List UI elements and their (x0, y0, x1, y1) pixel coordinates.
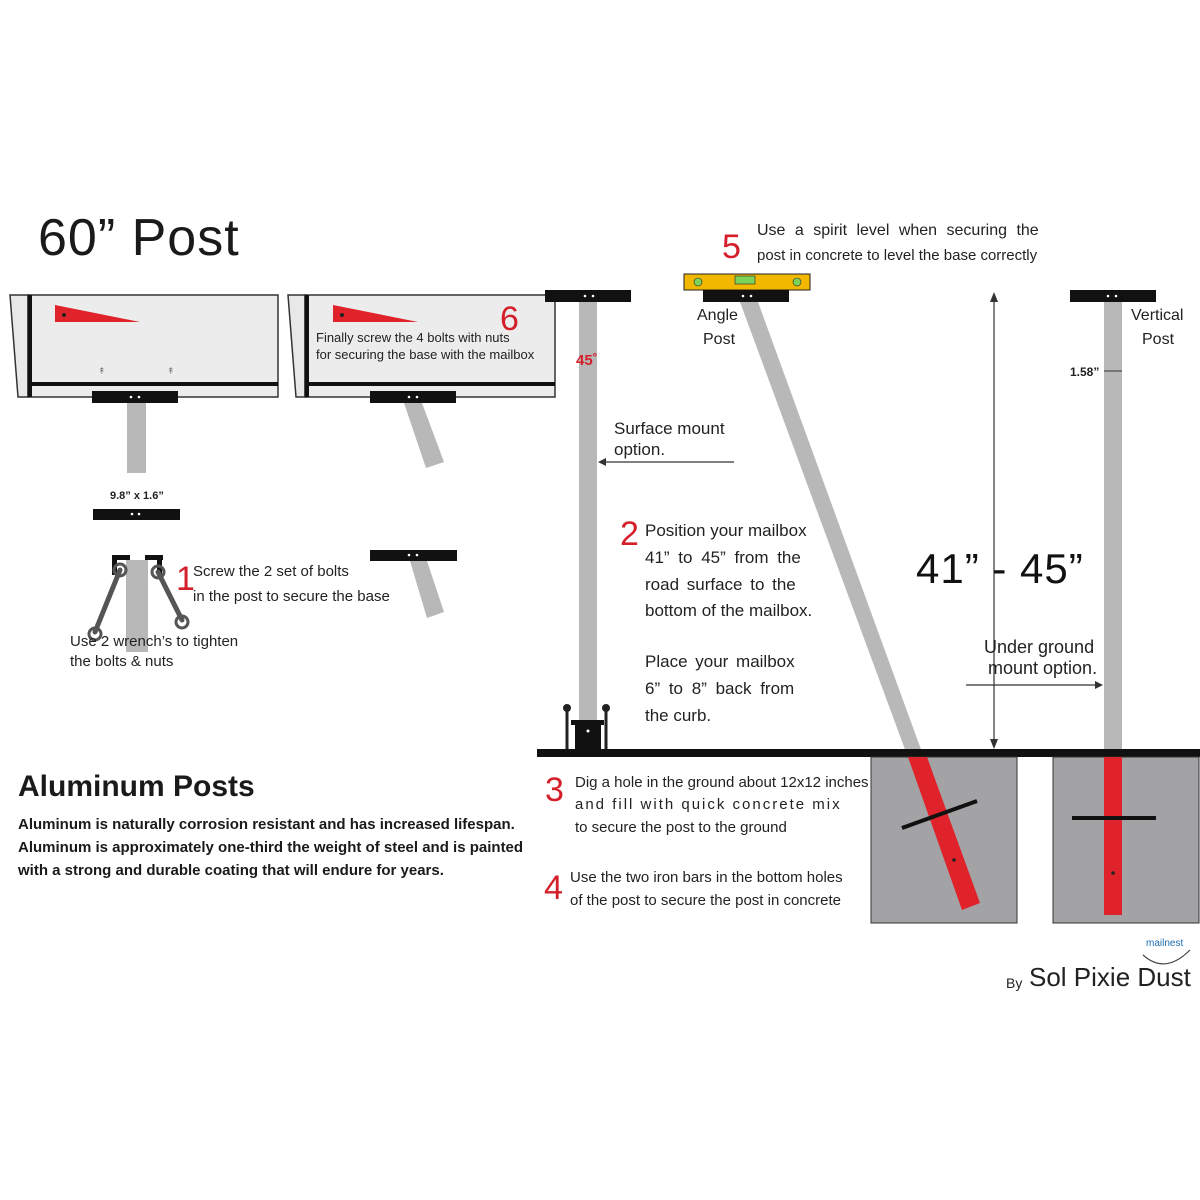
surface-mount-label-2: option. (614, 440, 666, 459)
step-number: 5 (722, 228, 741, 266)
info-title: Aluminum Posts (18, 770, 255, 803)
step-2-line-3: road surface to the (645, 575, 796, 594)
step-6-line-2: for securing the base with the mailbox (316, 347, 535, 362)
step-3-line-2: and fill with quick concrete mix (575, 796, 842, 813)
step-2-line-6: 6” to 8” back from (645, 679, 795, 698)
step-4-line-1: Use the two iron bars in the bottom holes (570, 869, 843, 886)
page-title: 60” Post (38, 209, 240, 267)
wrench-note-line-1: Use 2 wrench’s to tighten (70, 633, 239, 650)
step-2-line-4: bottom of the mailbox. (645, 601, 813, 620)
step-number: 2 (620, 515, 639, 553)
info-line-2: Aluminum is approximately one-third the weight of steel and is painted (18, 839, 524, 856)
step-number: 4 (544, 869, 563, 907)
step-1-line-2: in the post to secure the base (193, 588, 390, 605)
step-2-line-2: 41” to 45” from the (645, 548, 801, 567)
brand-author: Sol Pixie Dust (1029, 962, 1191, 992)
step-5-line-2: post in concrete to level the base correctly (757, 247, 1038, 264)
ground-line (537, 749, 1200, 757)
brand-by: By (1006, 975, 1023, 991)
step-5-line-1: Use a spirit level when securing the (757, 222, 1039, 239)
base-size-label: 9.8” x 1.6” (110, 490, 164, 502)
vertical-post-label-2: Post (1142, 331, 1175, 348)
step-number: 3 (545, 771, 564, 809)
step-2-line-7: the curb. (645, 706, 712, 725)
post-width-label: 1.58” (1070, 365, 1100, 379)
info-line-3: with a strong and durable coating that will endure for years. (18, 862, 444, 879)
step-1-line-1: Screw the 2 set of bolts (193, 563, 349, 580)
step-4-line-2: of the post to secure the post in concrete (570, 892, 841, 909)
mailbox-vertical-illustration (10, 295, 278, 473)
step-2-line-5: Place your mailbox (645, 652, 795, 671)
concrete-block (1053, 757, 1199, 923)
svg-text:↟: ↟ (167, 367, 175, 377)
vertical-post (1070, 290, 1156, 750)
wrench-note-line-2: the bolts & nuts (70, 653, 174, 670)
under-ground-label-1: Under ground (984, 637, 1095, 657)
height-range-label: 41” - 45” (916, 545, 1084, 592)
brand-logo: mailnest (1146, 938, 1184, 949)
svg-text:↟: ↟ (98, 367, 106, 377)
step-3-line-3: to secure the post to the ground (575, 819, 787, 836)
info-line-1: Aluminum is naturally corrosion resistant and has increased lifespan. (18, 816, 515, 833)
step-3-line-1: Dig a hole in the ground about 12x12 inches (575, 774, 869, 791)
step-number: 1 (176, 560, 195, 598)
surface-mount-label-1: Surface mount (614, 419, 725, 438)
angle-post-label-2: Post (703, 331, 736, 348)
step-6-line-1: Finally screw the 4 bolts with nuts (316, 330, 510, 345)
base-plate (93, 509, 180, 520)
under-ground-label-2: mount option. (988, 658, 1098, 678)
vertical-post-label-1: Vertical (1131, 307, 1184, 324)
angle-value-label: 45˚ (576, 352, 598, 369)
wrench-icon (95, 570, 120, 632)
step-number: 6 (500, 300, 519, 338)
angle-post-label-1: Angle (697, 307, 738, 324)
step-2-line-1: Position your mailbox (645, 521, 807, 540)
